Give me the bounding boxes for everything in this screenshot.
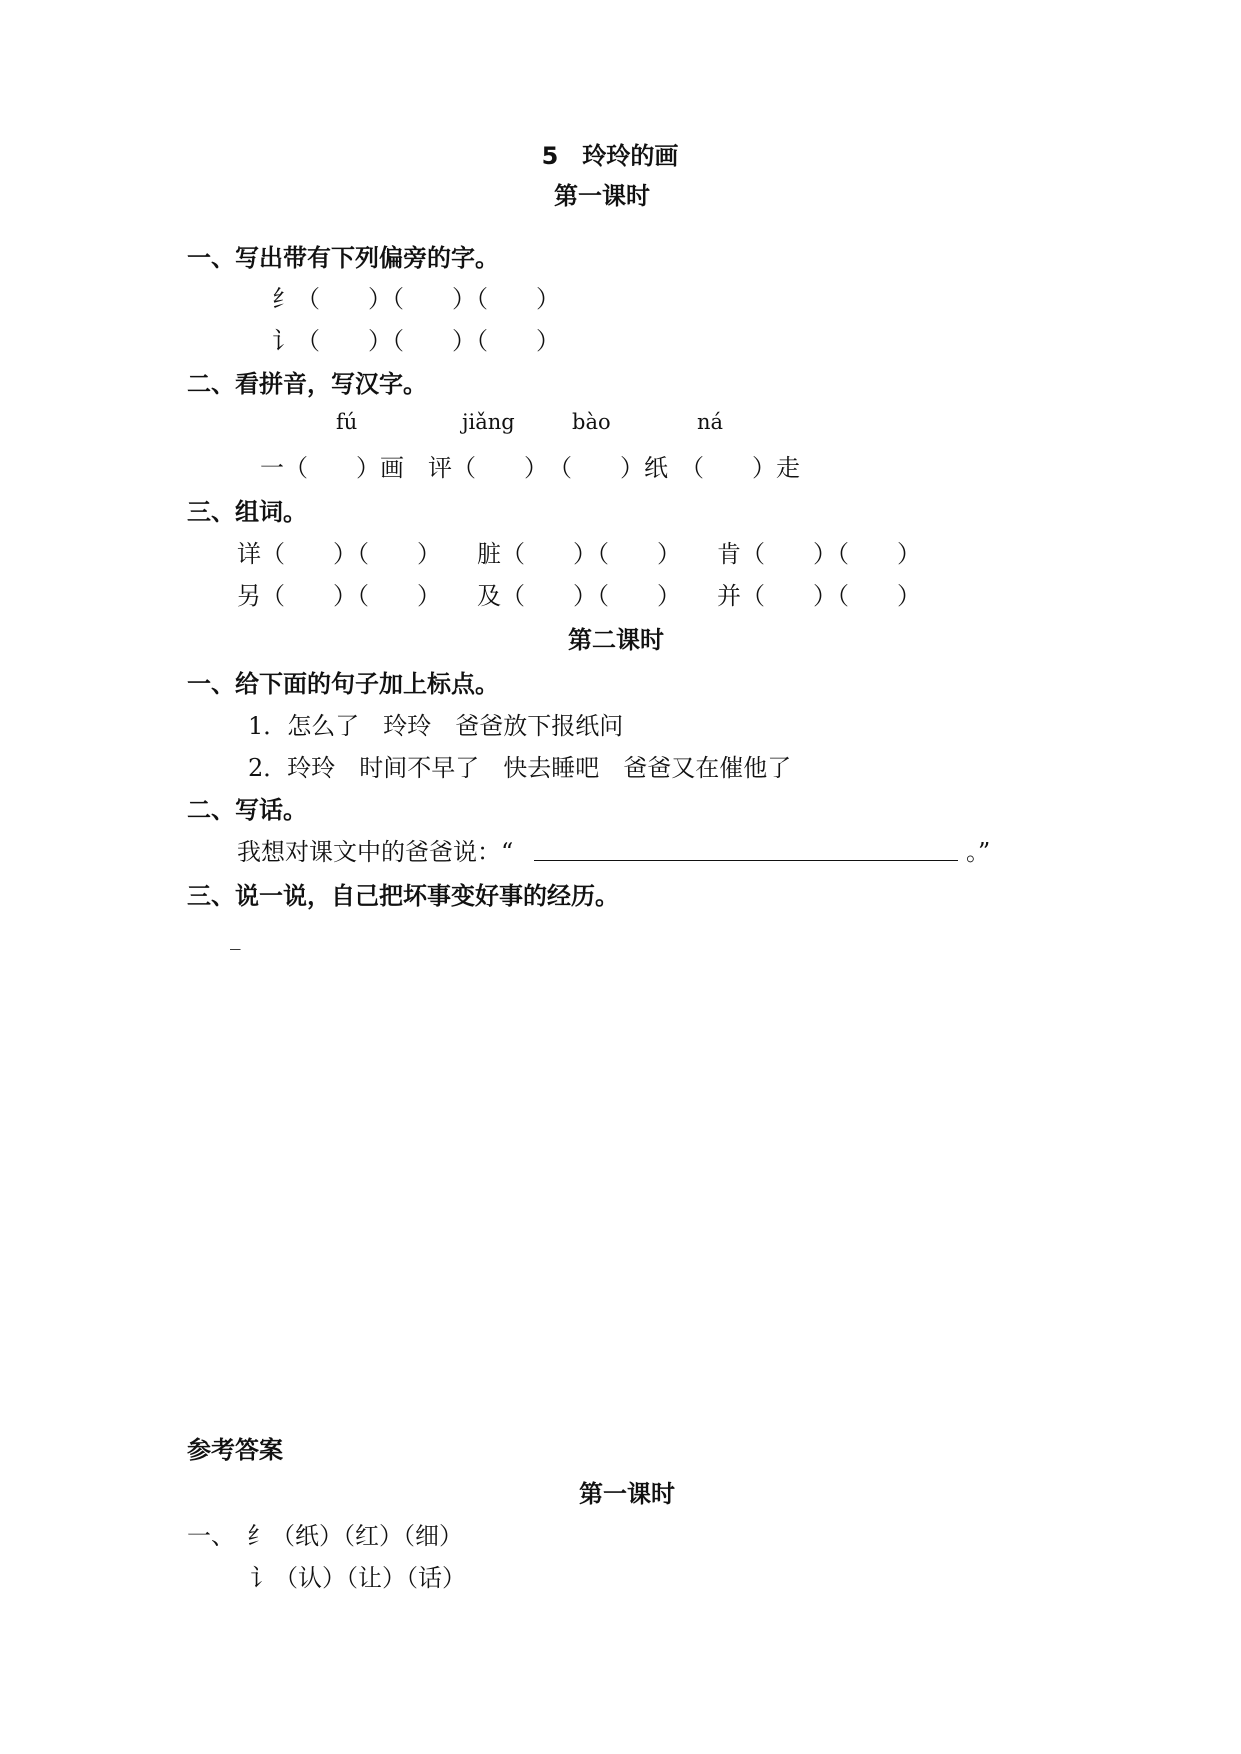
l1-q3-row-2: 另（ ）（ ） 及（ ）（ ） 并（ ）（ ） [237, 582, 921, 610]
pinyin-1: fú [336, 410, 358, 434]
l1-q1-row-1: 纟（ ）（ ）（ ） [272, 285, 560, 313]
l1-q3-row-1: 详（ ）（ ） 脏（ ）（ ） 肯（ ）（ ） [237, 540, 921, 568]
cursor-mark: _ [230, 926, 241, 950]
pinyin-4: ná [697, 410, 724, 434]
l2-q1-item-2: 2．玲玲 时间不早了 快去睡吧 爸爸又在催他了 [248, 754, 792, 782]
l2-q2-title: 二、写话。 [187, 796, 307, 824]
answer-row-1: 一、 纟（纸）（红）（细） [187, 1522, 463, 1550]
answers-title: 参考答案 [187, 1436, 283, 1464]
l1-q2-title: 二、看拼音，写汉字。 [187, 370, 427, 398]
l2-q1-title: 一、给下面的句子加上标点。 [187, 670, 499, 698]
l2-q1-item-1: 1．怎么了 玲玲 爸爸放下报纸问 [248, 712, 624, 740]
answers-heading: 第一课时 [579, 1480, 675, 1508]
l1-q1-row-2: 讠（ ）（ ）（ ） [272, 327, 560, 355]
pinyin-3: bào [572, 410, 611, 434]
l1-q2-line: 一（ ）画 评（ ） （ ）纸 （ ）走 [260, 454, 800, 482]
answer-blank-line [534, 860, 958, 861]
l2-q3-title: 三、说一说，自己把坏事变好事的经历。 [187, 882, 619, 910]
l2-q2-close: 。” [966, 838, 991, 866]
pinyin-2: jiǎng [462, 410, 515, 434]
l1-q1-title: 一、写出带有下列偏旁的字。 [187, 244, 499, 272]
page-title: 5 玲玲的画 [541, 142, 679, 170]
l2-q2-prompt: 我想对课文中的爸爸说：“ [237, 838, 514, 866]
lesson1-heading: 第一课时 [554, 182, 650, 210]
lesson2-heading: 第二课时 [568, 626, 664, 654]
l1-q3-title: 三、组词。 [187, 498, 307, 526]
answer-row-2: 讠（认）（让）（话） [250, 1564, 466, 1592]
